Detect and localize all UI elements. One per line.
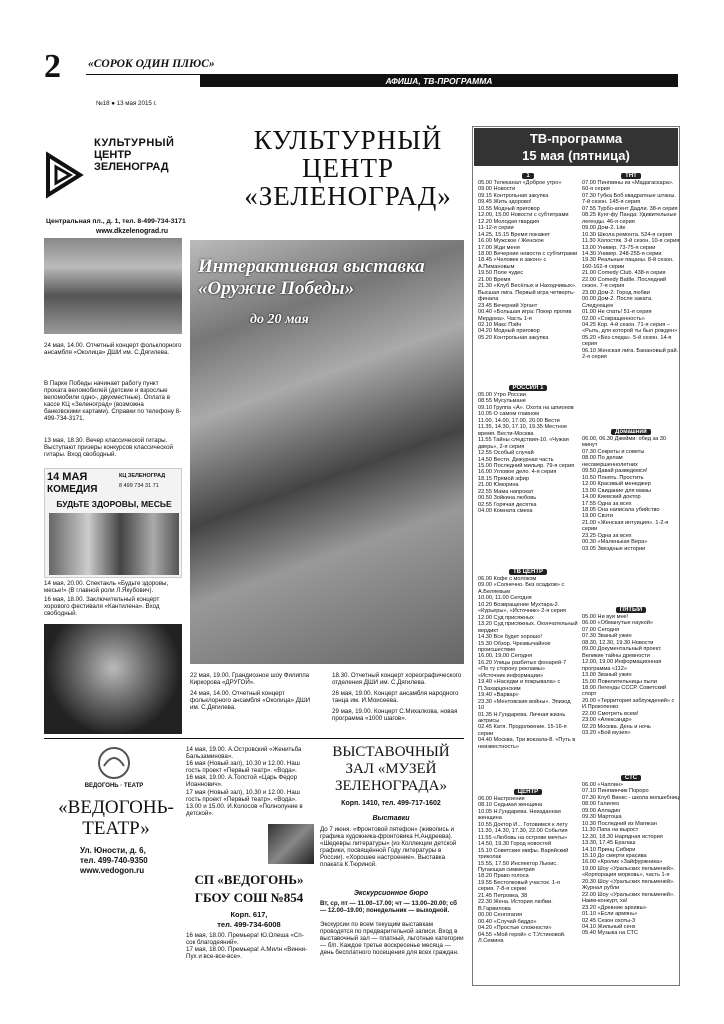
museum-address: Корп. 1410, тел. 499-717-1602: [341, 800, 441, 807]
vedogon-logo-text: ВЕДОГОНЬ · ТЕАТР: [84, 783, 144, 789]
exhibition-until: до 20 мая: [250, 312, 309, 327]
exhibition-line1: Интерактивная выставка: [198, 256, 425, 277]
event-comedy: 14 мая, 20.00. Спектакль «Будьте здоровы, месье!» (В главной роли Л.Якубович).: [44, 580, 169, 595]
vedogon-events: 14 мая, 19.00. А.Островский «Женитьба Бальзаминова». 16 мая (Новый зал), 10.30 и 12.00. Наш гость проект «Первый театр». «Вода». 16 мая, 19.00. А.Толстой «Царь Федор Иоаннович». 17 мая (Новый зал), 10.30 и 12.00. Наш гость проект «Первый театр». «Вода». 13.00 и 15.00. И.Колосов «Полнолуние в детской».: [186, 746, 303, 817]
channel3-schedule: 06.00 Кофе с молоком 09.00 «Солнечно. Без осадков» с А.Беляевым 10.00, 11.00 Сегодня 10.20 Возвращение Мухтара-2. «Курьеры», «Источник» 2-я серия 12.00 Суд присяжных 13.20 Суд присяжных. Окончательный вердикт 14.30 Все будет хорошо! 15.30 Обзор. Чрезвычайное происшествие 16.00, 19.00 Сегодня 16.20 Улицы разбитых фонарей-7 «По ту сторону рекламы» «Источник информации» 19.40 «Наседки и покрывала» с П.Захарцонским 19.40 «Варвар» 23.30 «Ментовские войны». Эпизод 10 01.35 Н.Гундарева. Личная жизнь актрисы 02.45 Катя. Продолжение. 15-16-я серии 04.40 Москва. Три вокзала-8. «Путь в неизвестность»: [478, 576, 578, 750]
tv-title-line2: 15 мая (пятница): [522, 148, 630, 163]
museum-tour-heading: Экскурсионное бюро: [353, 890, 429, 897]
vedogon-title: [46, 797, 186, 839]
comedy-title: БУДЬТЕ ЗДОРОВЫ, МЕСЬЕ: [56, 499, 172, 509]
paper-name: «СОРОК ОДИН ПЛЮС»: [88, 58, 215, 70]
vedogon-phone: тел. 499-740-9350: [80, 856, 148, 865]
event-choir: 16 мая, 18.00. Заключительный концерт хорового фестиваля «Кантилена». Вход свободный.: [44, 596, 160, 618]
museum-title-line3: ЗЕЛЕНОГРАДА»: [335, 778, 447, 794]
channel2-schedule: 05.00 Утро России 08.55 Мусульмане 09.10 Группа «А». Охота на шпионов 10.05 О самом главном 11.00, 14.00, 17.00, 20.00 Вести 11.35, 14.30, 17.10, 19.35 Местное время. Вести-Москва 11.55 Тайны следствия-10. «Чужая дверь», 2-я серия 12.55 Особый случай 14.50 Вести. Дежурная часть 15.00 Последний мильяр. 79-я серия 16.00 Угловое дело. 4-я серия 18.15 Прямой эфир 21.00 Юморина 22.55 Мама напрокат 00.50 Зойкина любовь 02.55 Горячая десятка 04.00 Комната смеха: [478, 392, 575, 515]
park-text: В Парке Победы начинает работу пункт проката веломобилей (детские и взрослые веломобили одно-, двухместные). Оплата в кассе КЦ «Зеленоград» (возможна банковскими картами). Справки по телефону 8-499-734-3171.: [44, 380, 182, 423]
museum-hours: Вт, ср, пт — 11.00–17.00; чт — 13.00–20.00; сб — 12.00–19.00; понедельник — выходной.: [320, 900, 457, 915]
channel4-schedule: 06.00 Настроение 08.10 Седьмая женщина 10.05 Н.Гундарева. Неизданная женщина 10.55 Доктор И... Готовимся к лету 11.30, 14.30, 17.30, 22.00 События 11.55 «Любовь на острове мечты» 14.50, 19.30 Город новостей 15.10 Советские мифы. Варяйский триколак 15.55, 17.50 Инспектор Льюис. Пугающая симметрия 18.20 Право голоса 19.55 Бестолковый участок. 1-я серия. 7-8-я серии 21.45 Петровка, 38 22.30 Жена. История любви. В.Гарвилова 00.00 Сенгогагия 00.40 «Случай биддо» 04.20 «Простые сложности» 04.55 «Мой герой» с Т.Устиновой. Л.Семина: [478, 796, 569, 944]
channel7-label: ПЯТЫЙ: [616, 607, 646, 613]
logo-line3: ЗЕЛЕНОГРАД: [94, 161, 169, 173]
section-divider: [44, 738, 464, 739]
logo-line2: ЦЕНТР: [94, 149, 132, 161]
comedy-date: 14 МАЯ: [47, 471, 88, 483]
channel5-schedule: 07.00 Пингвины из «Мадагаскара». 60-я серия 07.30 Губка Боб квадратные штаны. 7-й сезон. 145-я серия 07.55 Турбо-агент Дадли. 38-я серия 08.25 Кунг-фу Панда: Удивительные легенды. 46-я серия 09.00 Дом-2. Lite 10.30 Школа ремонта. 524-я серия 11.30 Холостяк. 3-й сезон. 10-я серия 13.00 Универ. 73-75-я серии 14.30 Универ. 248-255-я серии 19.30 Реальные пацаны. 8-й сезон. 160-162-я серии 21.00 Comedy Club. 438-я серия 22.00 Comedy Battle. Последний сезон. 7-я серия 23.00 Дом-2. Город любви 00.00 Дом-2. После заката. Следующее 01.00 Не спать! 51-я серия 02.00 «Сокращенность» 04.25 Кор. 4-й сезон. 71-я серия – «Рыть, для которой ты был рожден» 05.20 «Без следа». 5-й сезон. 14-я серия 06.10 Женская лига. Банановый рай. 2-я серия: [582, 180, 680, 361]
page-number: 2: [44, 48, 61, 85]
channel1-label: 1: [522, 173, 533, 179]
culture-center-logo: [46, 137, 196, 207]
culture-center-address: Центральная пл., д. 1, тел. 8-499-734-3171: [46, 218, 186, 225]
logo-line1: КУЛЬТУРНЫЙ: [94, 137, 175, 149]
comedy-word: КОМЕДИЯ: [47, 484, 98, 495]
vedogon-emblem-icon: [94, 746, 134, 780]
folk-ensemble-photo: [44, 238, 182, 334]
vedogon-site[interactable]: www.vedogon.ru: [80, 866, 145, 875]
sp-vedogon-address: Корп. 617,: [230, 910, 268, 919]
sp-vedogon-events: 16 мая, 18.00. Премьера! Ю.Олеша «Сп-сок благодеяний». 17 мая, 18.00. Премьера! А.Милн «Винни-Пух и все-все-все».: [186, 932, 308, 961]
vedogon-title-line1: «ВЕДОГОНЬ-: [58, 797, 174, 818]
channel4-label: ЦЕНТР: [514, 789, 542, 795]
museum-title-line2: ЗАЛ «МУЗЕЙ: [345, 761, 437, 777]
sp-vedogon-title: СП «ВЕДОГОНЬ»: [194, 872, 304, 887]
channel6-schedule: 06.00, 06.30 Джейми: обед за 30 минут 07.30 Секреты и советы 08.00 По делам несовершеннолетних 09.50 Давай разведемся! 10.50 Понять. Простить 12.00 Красивый менеджер 13.00 Свидание для мамы 14.00 Киевский доктор 17.55 Одна за всех 18.05 Она написала убийство 19.00 Свэти 21.00 «Женская интуиция». 1-2-я серии 23.25 Одна за всех 00.30 «Маленькая Вера» 03.05 Звездные истории: [582, 436, 669, 552]
section-title: АФИША, ТВ-ПРОГРАММА: [385, 76, 493, 86]
vedogon-title-line2: ТЕАТР»: [82, 818, 150, 839]
channel8-schedule: 06.00 «Чаплин» 07.10 Пингвинчик Пороро 07.30 Клуб Винкс - школа волшебниц 08.00 Галилео 09.00 Алладин 09.30 Мартоша 10.30 Последний из Магикан 11.30 Папа на вырост 12.30, 18.30 Нарядная история 13.30, 17.45 Ералаш 14.10 Принц Сибири 15.10 До смерти красива 16.00 «Кролик «Зайфуржника» 19.00 Шоу «Уральских пельменей». «Корпорация морковь», часть 1-я 20.30 Шоу «Уральских пельменей». Журнал рубли 22.00 Шоу «Уральских пельменей». Наим-конкурт, ха! 23.20 «Древние архивы» 01.10 «Если армянь» 02.45 Сезон охоты-3 04.10 Жильный сенх 05.40 Музыка на СТС: [582, 782, 680, 937]
event-folk: 24 мая, 14.00. Отчетный концерт фольклорного ансамбля «Околица» ДШИ им. С.Дягилева.: [44, 342, 182, 357]
kirkorov-photo: [44, 624, 182, 734]
channel3-label: ТВ ЦЕНТР: [509, 569, 547, 575]
tv-box-border: [472, 126, 680, 986]
museum-exhibits-heading: Выставки: [372, 815, 410, 822]
channel7-schedule: 05.00 Ни вуи мне! 06.00 «Обманутые наукой» 07.00 Сегодня 07.30 Званый ужин 08.30, 12.30, 19.30 Новости 09.00 Документальный проект. Великие тайны древности 12.00, 19.00 Информационная программа «112» 13.00 Званый ужин 15.00 Повелительницы пыли 18.00 Легенды СССР. Советский спорт 20.00 «Территория заблуждений» с И.Прокопенко 22.00 Смотреть всем! 23.00 «Александр» 02.20 Москва. День и ночь 03.20 «Бой музея»: [582, 614, 675, 737]
museum-tour-text: Экскурсии по всем текущим выставкам проводятся по предварительной записи. Вход в выставочный зал — платный, льготные категории — б/п. Каждое третье воскресенье месяца — день бесплатного посещения для всех граждан.: [320, 921, 464, 957]
channel6-label: Домашний: [611, 429, 651, 435]
event-moiseev: 26 мая, 19.00. Концерт ансамбля народного танца им. И.Моисеева.: [332, 690, 459, 705]
header-rule: [86, 74, 678, 75]
museum-title: [318, 744, 464, 795]
comedy-poster: [44, 468, 182, 578]
comedy-phone: 8 499 734 31 71: [119, 483, 159, 489]
event-okolitsa: 24 мая, 14.00. Отчетный концерт фольклорного ансамбля «Околица» ДШИ им. С.Дягилева.: [190, 690, 311, 712]
event-choreo: 18.30. Отчетный концерт хореографического отделения ДШИ им. С.Дягилева.: [332, 672, 462, 687]
sp-vedogon-phone: тел. 499-734-6008: [217, 920, 281, 929]
event-mikhalkov: 29 мая, 19.00. Концерт С.Михалкова, новая программа «1000 шагов».: [332, 708, 458, 723]
culture-center-title: [232, 126, 464, 210]
title-line1: КУЛЬТУРНЫЙ: [253, 125, 443, 155]
museum-title-line1: ВЫСТАВОЧНЫЙ: [332, 744, 450, 760]
culture-center-site[interactable]: www.dkzelenograd.ru: [96, 228, 169, 235]
title-line2: ЦЕНТР: [302, 153, 394, 183]
tv-title-line1: ТВ-программа: [529, 131, 623, 146]
channel1-schedule: 05.00 Телеканал «Доброе утро» 09.00 Новости 09.15 Контрольная закупка 09.45 Жить здорово! 10.55 Модный приговор 12.00, 15.00 Новости с субтитрами 12.20 Молодая гвардия 11-12-я серии 14.25, 15.15 Время покажет 16.00 Мужское / Женское 17.00 Жди меня 18.00 Вечерние новости с субтитрами 18.45 «Человек и закон» с А.Пимановым 19.50 Поле чудес 21.00 Время 21.30 «Клуб Весёлых и Находчивых». Высшая лига. Первый игра четверть-финала 23.45 Вечерний Ургант 00.40 «Большая игра: Покер против Мердока». Часть 1-я 02.10 Макс Пэйн 04.20 Модный приговор 05.20 Контрольная закупка: [478, 180, 578, 341]
event-kirkorov: 22 мая, 19.00. Грандиозное шоу Филиппа Киркорова «ДРУГОЙ».: [190, 672, 310, 687]
exhibition-line2: «Оружие Победы»: [198, 278, 355, 299]
weapons-exhibition-photo: [190, 240, 464, 664]
channel2-label: РОССИЯ 1: [509, 385, 548, 391]
comedy-actors-photo: [49, 513, 179, 575]
vedogon-logo: [64, 746, 164, 796]
vedogon-actor-photo: [268, 824, 314, 864]
sp-vedogon-school: ГБОУ СОШ №854: [194, 890, 304, 905]
channel8-label: СТС: [621, 775, 641, 781]
triangle-logo-icon: [46, 151, 84, 201]
section-bar: [200, 75, 678, 87]
channel5-label: ТНТ: [621, 173, 641, 179]
vedogon-address: Ул. Юности, д. 6,: [80, 846, 146, 855]
title-line3: «ЗЕЛЕНОГРАД»: [244, 181, 452, 211]
event-guitar: 13 мая, 18.30. Вечер классической гитары. Выступают призеры конкурсов классической гитары. Вход свободный.: [44, 437, 173, 459]
museum-exhibits: До 7 июня. «Фронтовой пятефон» (живопись и графика художника-фронтовика Н.Андреева). «Шедевры литературы» (из Коллекции детской графики, посвящённой Году литературы в России). «Хорошее настроение». Выставка плаката К.Тюриной.: [320, 826, 457, 869]
comedy-logo: КЦ ЗЕЛЕНОГРАД: [119, 473, 166, 479]
issue-info: №18 ● 13 мая 2015 г.: [96, 100, 157, 107]
